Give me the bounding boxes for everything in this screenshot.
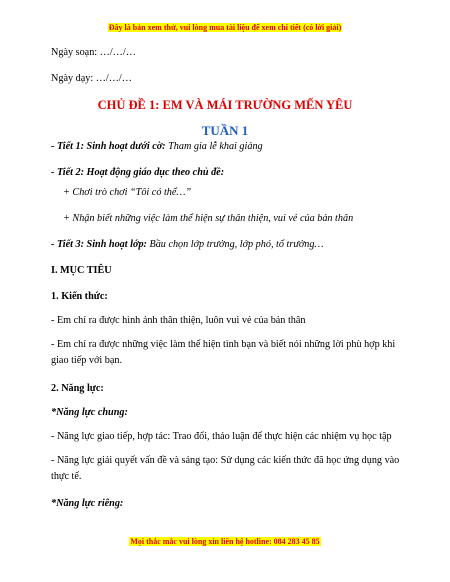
period-1-label: - Tiết 1: Sinh hoạt dưới cờ: xyxy=(51,141,166,152)
period-1-text: Tham gia lễ khai giảng xyxy=(165,141,263,152)
preview-banner xyxy=(0,23,450,32)
prep-date: Ngày soạn: …/…/… xyxy=(51,47,136,58)
period-2-item-2: + Nhận biết những việc làm thể hiện sự thân thiện, vui vẻ của bản thân xyxy=(63,213,354,224)
period-2-label: - Tiết 2: Hoạt động giáo dục theo chủ đề: xyxy=(51,167,225,178)
general-competence-item-1: - Năng lực giao tiếp, hợp tác: Trao đổi, thảo luận để thực hiện các nhiệm vụ học tập xyxy=(51,431,392,442)
knowledge-heading: 1. Kiến thức: xyxy=(51,291,108,302)
period-2 xyxy=(51,165,402,181)
knowledge-item-1: - Em chỉ ra được hình ảnh thân thiện, luôn vui vẻ của bản thân xyxy=(51,315,306,326)
period-3 xyxy=(51,237,402,253)
general-competence-heading: *Năng lực chung: xyxy=(51,407,128,418)
objectives-heading: I. MỤC TIÊU xyxy=(51,265,112,276)
general-competence-item-2: - Năng lực giải quyết vấn đề và sáng tạo: Sử dụng các kiến thức đã học ứng dụng vào thực tế. xyxy=(51,455,400,482)
preview-banner-text: Đây là bản xem thử, vui lòng mua tài liệu để xem chi tiết (có lời giải) xyxy=(108,23,342,32)
period-3-label: - Tiết 3: Sinh hoạt lớp: xyxy=(51,239,147,250)
hotline-banner xyxy=(0,537,450,546)
week-title: TUẦN 1 xyxy=(201,123,249,138)
knowledge-item-2: - Em chỉ ra được những việc làm thể hiện tình bạn và biết nói những lời phù hợp khi giao tiếp với bạn. xyxy=(51,339,396,366)
specific-competence-heading: *Năng lực riêng: xyxy=(51,498,124,509)
teach-date: Ngày dạy: …/…/… xyxy=(51,73,132,84)
period-1 xyxy=(51,139,402,155)
period-2-item-1: + Chơi trò chơi “Tôi có thể…” xyxy=(63,187,192,198)
competence-heading: 2. Năng lực: xyxy=(51,383,104,394)
period-3-text: Bầu chọn lớp trưởng, lớp phó, tổ trưởng… xyxy=(146,239,324,250)
topic-title: CHỦ ĐỀ 1: EM VÀ MÁI TRƯỜNG MẾN YÊU xyxy=(97,98,353,112)
hotline-banner-text: Mọi thắc mắc vui lòng xin liên hệ hotline: 084 283 45 85 xyxy=(130,537,320,546)
